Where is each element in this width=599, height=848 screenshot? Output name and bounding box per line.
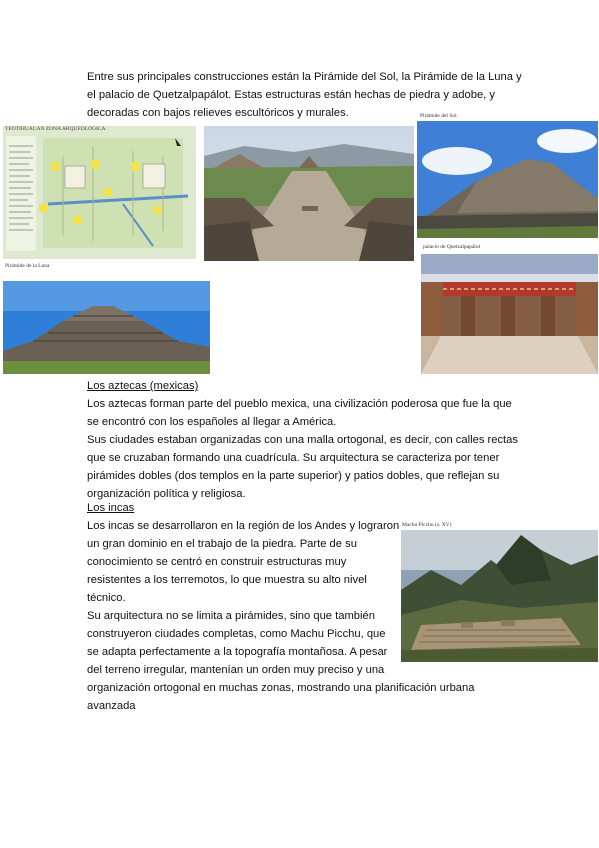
avenue-of-the-dead-photo	[204, 126, 414, 261]
pyramid-of-the-sun-photo	[417, 121, 598, 238]
incas-line-9: del terreno irregular, mantenían un orden muy preciso y una	[87, 664, 385, 676]
palace-quetzalpapalotl-photo	[421, 254, 598, 374]
pyramid-of-the-moon-photo	[3, 281, 210, 374]
incas-line-10: organización ortogonal en muchas zonas, mostrando una planificación urbana	[87, 682, 475, 694]
aztecs-line-5: pirámides dobles (dos templos en la parte superior) y patios dobles, que reflejan su	[87, 470, 500, 482]
incas-line-2: un gran dominio en el trabajo de la piedra. Parte de su	[87, 538, 357, 550]
incas-line-5: técnico.	[87, 592, 126, 604]
machu-picchu-photo	[401, 530, 598, 662]
aztecs-heading: Los aztecas (mexicas)	[87, 380, 199, 392]
caption-moon: Pirámide de la Luna	[5, 263, 50, 269]
incas-line-6: Su arquitectura no se limita a pirámides, sino que también	[87, 610, 375, 622]
incas-line-1: Los incas se desarrollaron en la región de los Andes y lograron	[87, 520, 400, 532]
caption-sun: Pirámide del Sol	[420, 113, 457, 119]
caption-machu-picchu: Machu Picchu (s. XV)	[402, 522, 452, 528]
incas-line-8: se adapta perfectamente a la topografía montañosa. A pesar	[87, 646, 388, 658]
aztecs-line-3: Sus ciudades estaban organizadas con una malla ortogonal, es decir, con calles rectas	[87, 434, 518, 446]
aztecs-line-6: organización política y religiosa.	[87, 488, 246, 500]
incas-line-3: conocimiento se centró en construir estructuras muy	[87, 556, 347, 568]
incas-line-4: resistentes a los terremotos, lo que muestra su alto nivel	[87, 574, 367, 586]
incas-line-11: avanzada	[87, 700, 136, 712]
intro-line-1: Entre sus principales construcciones están la Pirámide del Sol, la Pirámide de la Luna y	[87, 71, 522, 83]
intro-line-2: el palacio de Quetzalpapálot. Estas estructuras están hechas de piedra y adobe, y	[87, 89, 495, 101]
intro-line-3: decoradas con bajos relieves escultóricos y murales.	[87, 107, 349, 119]
teotihuacan-map-image	[3, 126, 196, 259]
caption-palace: palacio de Quetzalpapálot	[423, 244, 481, 250]
aztecs-line-2: se encontró con los españoles al llegar a América.	[87, 416, 337, 428]
aztecs-line-4: que se cruzaban formando una cuadrícula. Su arquitectura se caracteriza por tener	[87, 452, 500, 464]
incas-heading: Los incas	[87, 502, 135, 514]
incas-line-7: construyeron ciudades completas, como Machu Picchu, que	[87, 628, 386, 640]
map-title: TEOTIHUACAN ZONA ARQUEOLOGICA	[5, 126, 106, 132]
aztecs-line-1: Los aztecas forman parte del pueblo mexica, una civilización poderosa que fue la que	[87, 398, 512, 410]
